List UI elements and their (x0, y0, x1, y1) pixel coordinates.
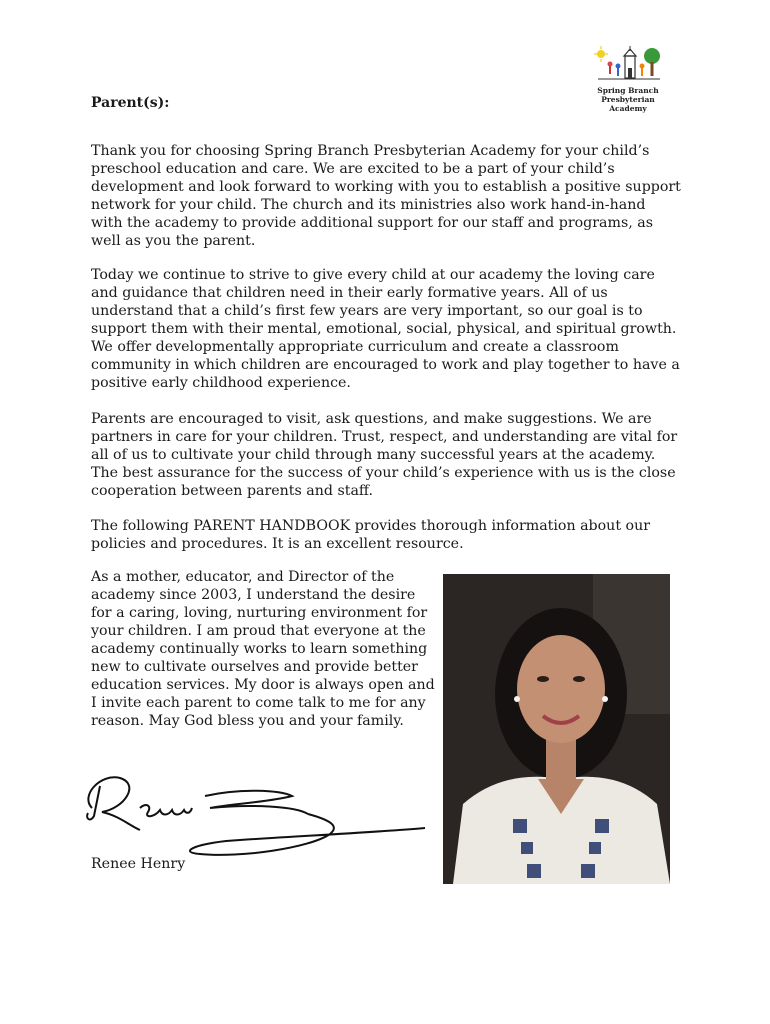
logo-line-1: Spring Branch (597, 86, 659, 95)
signature-image (80, 768, 440, 868)
salutation: Parent(s): (91, 95, 170, 111)
logo-text (582, 86, 674, 113)
director-portrait-image (443, 574, 670, 884)
paragraph-handbook: The following PARENT HANDBOOK provides thorough information about our policies and procedures. It is an excellent resource. (91, 518, 650, 552)
logo-line-2: Presbyterian Academy (601, 95, 655, 113)
academy-logo (582, 46, 674, 112)
paragraph-mission: Today we continue to strive to give every child at our academy the loving care and guidance that children need in their early formative years. All of us understand that a child’s first few years are very important, so our goal is to support them with their mental, emotional, social, physical, and spiritual growth. We offer developmentally appropriate curriculum and create a classroom community in which children are encouraged to work and play together to have a positive early childhood experience. (91, 267, 680, 391)
paragraph-thank-you: Thank you for choosing Spring Branch Presbyterian Academy for your child’s preschool education and care. We are excited to be a part of your child’s development and look forward to working with you to establish a positive support network for your child. The church and its ministries also work hand-in-hand with the academy to provide additional support for our staff and programs, as well as you the parent. (91, 143, 681, 249)
director-photo (443, 574, 670, 884)
logo-illustration-icon (594, 46, 662, 86)
paragraph-director: As a mother, educator, and Director of the academy since 2003, I understand the desire for a caring, loving, nurturing environment for your children. I am proud that everyone at the academy continually works to learn something new to cultivate ourselves and provide better education services. My door is always open and I invite each parent to come talk to me for any reason. May God bless you and your family. (91, 569, 435, 729)
signer-name: Renee Henry (91, 856, 186, 872)
paragraph-partnership: Parents are encouraged to visit, ask questions, and make suggestions. We are partners in care for your children. Trust, respect, and understanding are vital for all of us to cultivate your child through many successful years at the academy. The best assurance for the success of your child’s experience with us is the close cooperation between parents and staff. (91, 411, 678, 499)
